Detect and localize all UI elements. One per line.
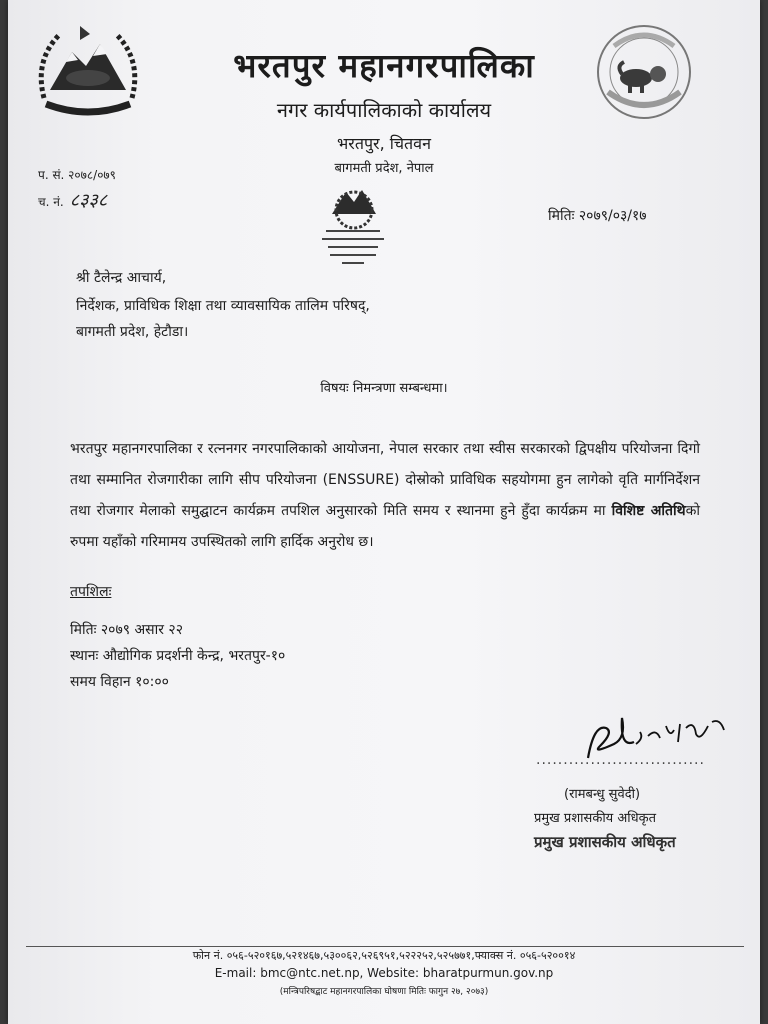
signatory-title: प्रमुख प्रशासकीय अधिकृत	[534, 811, 657, 826]
event-venue: स्थानः औद्योगिक प्रदर्शनी केन्द्र, भरतपुर-१०	[70, 648, 286, 664]
dispatch-label: च. नं.	[38, 195, 64, 209]
letter-page	[8, 0, 760, 1024]
designation-stamp: प्रमुख प्रशासकीय अधिकृत	[534, 833, 676, 851]
dispatch-number-line	[38, 188, 107, 212]
office-stamp-icon	[304, 178, 400, 274]
details-heading: तपशिलः	[70, 584, 112, 600]
event-time: समय विहान १०:००	[70, 674, 169, 690]
recipient-designation: निर्देशक, प्राविधिक शिक्षा तथा व्यावसायिक तालिम परिषद्,	[76, 298, 370, 314]
signature-line: ...............................	[536, 752, 705, 768]
body-emphasis: विशिष्ट अतिथि	[611, 503, 686, 519]
office-name: नगर कार्यपालिकाको कार्यालय	[276, 98, 492, 122]
recipient-name: श्री टैलेन्द्र आचार्य,	[76, 270, 167, 286]
letter-subject: विषयः निमन्त्रणा सम्बन्धमा।	[320, 381, 448, 396]
body-text-part2: को रुपमा यहाँको गरिमामय उपस्थितको लागि हार्दिक अनुरोध छ।	[70, 503, 700, 550]
footer-contact: E-mail: bmc@ntc.net.np, Website: bharatpurmun.gov.np	[214, 966, 554, 980]
footer-note: (मन्त्रिपरिषद्बाट महानगरपालिका घोषणा मितिः फागुन २७, २०७३)	[279, 987, 489, 997]
letter-body	[70, 434, 700, 558]
footer-divider	[26, 946, 744, 947]
dispatch-number: ८३३८	[69, 190, 108, 211]
signatory-name: (रामबन्धु सुवेदी)	[564, 787, 641, 802]
province-name: बागमती प्रदेश, नेपाल	[334, 161, 434, 176]
municipality-title: भरतपुर महानगरपालिका	[233, 46, 535, 85]
letter-date: मितिः २०७९/०३/१७	[548, 208, 647, 224]
recipient-address: बागमती प्रदेश, हेटौडा।	[76, 324, 189, 340]
event-date: मितिः २०७९ असार २२	[70, 622, 183, 638]
footer-phone: फोन नं. ०५६-५२०१६७,५२१४६७,५३००६२,५२६९५१,५२२२५२,५२५७७१,फ्याक्स नं. ०५६-५२००१४	[192, 949, 576, 962]
reference-number: प. सं. २०७८/०७९	[38, 168, 116, 182]
city-name: भरतपुर, चितवन	[337, 134, 431, 153]
body-text-part1: भरतपुर महानगरपालिका र रत्ननगर नगरपालिकाको आयोजना, नेपाल सरकार तथा स्वीस सरकारको द्विपक्षीय परियोजना दिगो तथा सम्मानित रोजगारीका लागि सीप परियोजना (ENSSURE) दोस्रोको प्राविधिक सहयोगमा हुन लागेको वृति मार्गनिर्देशन तथा रोजगार मेलाको समुद्घाटन कार्यक्रम तपशिल अनुसारको मिति समय र स्थानमा हुने हुँदा कार्यक्रम मा	[70, 441, 700, 519]
